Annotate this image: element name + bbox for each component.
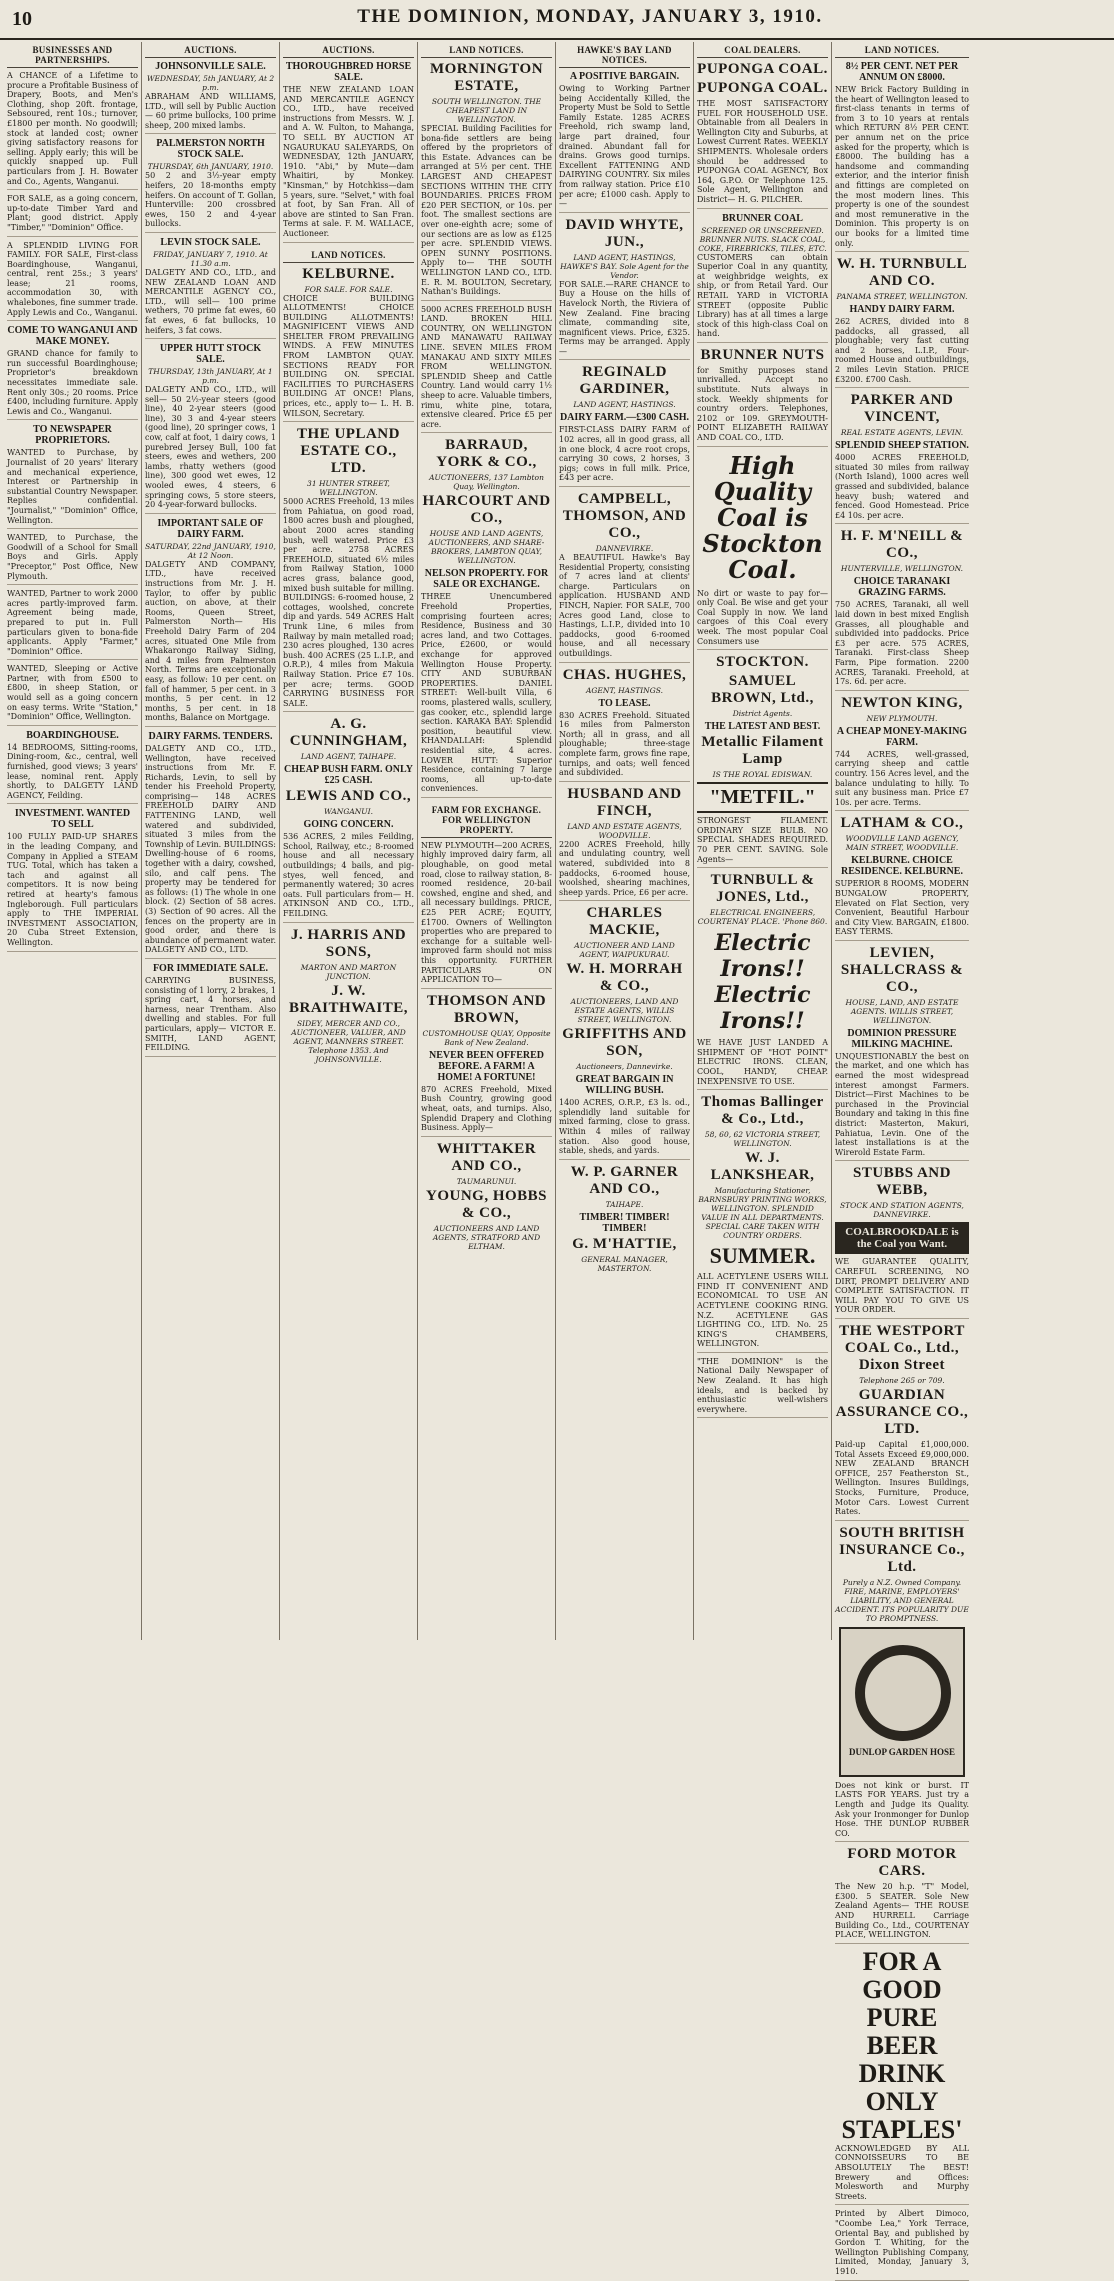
column-1	[4, 42, 142, 1640]
advert-text: A SPLENDID LIVING FOR FAMILY. FOR SALE, First-class Boardinghouse, Wanganui, central, rent 25s.; 3 years' lease; 21 rooms, accommodation 30, with whalebones, fine summer trade. Apply Lewis and Co., Wanganui.	[7, 241, 138, 322]
advert-text: Printed by Albert Dimoco, "Coombe Lea," York Terrace, Oriental Bay, and published by Gordon T. Whiting, for the Wellington Publishing Company, Limited, Monday, January 3, 1910.	[835, 2209, 969, 2280]
advert-title: LEVIN STOCK SALE.	[160, 236, 261, 248]
advert-text: 750 ACRES, Taranaki, all well laid down in best mixed English Grasses, all ploughable and subdivided into paddocks. Price £3 per acre. 575 ACRES, Taranaki. First-class Sheep Farm, Pipe formation. 2200 ACRES, Taranaki. Freehold, at 17s. 6d. per acre.	[835, 600, 969, 690]
advert-text: GRAND chance for family to run successful Boardinghouse; Proprietor's breakdown necessitates immediate sale. Rent only 30s.; 20 rooms. Price £400, including furniture. Apply Lewis and Co., Wanganui.	[7, 349, 138, 420]
advert-sub: District Agents.	[732, 709, 793, 719]
advert-big: PARKER AND VINCENT,	[850, 392, 954, 426]
advert-metfil: "METFIL."	[697, 782, 828, 813]
advert-sub: LAND AGENT, HASTINGS, HAWKE'S BAY. Sole Agent for the Vendor.	[560, 252, 689, 280]
advert-sub: AUCTIONEERS AND LAND AGENTS, STRATFORD AND ELTHAM.	[432, 1223, 541, 1251]
advert-big: G. M'HATTIE,	[572, 1235, 677, 1252]
advert-sub: AGENT, HASTINGS.	[586, 685, 663, 695]
advert-sub: Manufacturing Stationer, BARNSBURY PRINTING WORKS, WELLINGTON. SPLENDID VALUE IN ALL DEPARTMENTS. SPECIAL CARE TAKEN WITH COUNTRY ORDERS.	[698, 1186, 827, 1241]
advert-text: WANTED, Partner to work 2000 acres partly-improved farm. Agreement being made, prepared to put in. Full particulars given to bona-fide applicants. Apply "Farmer," "Dominion" Office.	[7, 589, 138, 660]
advert-text: UNQUESTIONABLY the best on the market, and one which has earned the most widespread interest amongst Farmers. District—First Machines to be purchased in the Provincial Boundary and taking in this fine district: Masterton, Makuri, Pahiatua, Levin. One of the latest installations is at the Wirerold Estate Farm.	[835, 1052, 969, 1162]
advert-title: TO LEASE.	[598, 697, 651, 709]
advert-big: DAVID WHYTE, JUN.,	[565, 216, 684, 250]
column-7	[832, 42, 972, 2276]
advert-text: 5000 ACRES Freehold, 13 miles from Pahiatua, on good road, 1800 acres bush and ploughed, about 2000 acres standing bush, well watered. Price £3 per acre. 2758 ACRES FREEHOLD, situated 6½ miles from Railway Station, 1000 acres grass, balance good, mixed bush suitable for milling. BUILDINGS: 6-roomed house, 2 cottages, woolshed, concrete dip and yards. 549 ACRES Halt Trunk Line, 6 miles from Railway by main metalled road; 230 acres ploughed, 130 acres bush. 400 ACRES (25 L.I.P., and O.R.P.), 4 miles from Makuia Railway Station. Price £7 10s. per acre; terms. GOOD CARRYING BUSINESS FOR SALE.	[283, 497, 414, 712]
advert-big: MORNINGTON ESTATE,	[429, 61, 544, 94]
newspaper-columns	[4, 42, 1110, 2276]
advert-big: A. G. CUNNINGHAM,	[289, 716, 408, 750]
advert-title: GREAT BARGAIN IN WILLING BUSH.	[575, 1074, 674, 1097]
advert-text: A CHANCE of a Lifetime to procure a Profitable Business of Drapery, Boots, and Men's Clothing, shop 20ft. frontage, Sebsoured, rent 10s.; turnover, £1800 per month. No goodwill; stock at landed cost; owner giving satisfactory reasons for selling. Apply early; this will be quickly snapped up. Full particulars from J. H. Bowater and Co., Agents, Wanganui.	[7, 71, 138, 190]
advert-text: A BEAUTIFUL Hawke's Bay Residential Property, consisting of 7 acres land at clients' charge. Particulars on application. HUSBAND AND FINCH, Napier. FOR SALE, 700 Acres good Land, close to Hastings, L.I.P., divided into 10 paddocks, good 6-roomed house, and all necessary outbuildings.	[559, 553, 690, 663]
advert-title: A POSITIVE BARGAIN.	[569, 71, 680, 82]
advert-text: WANTED, Sleeping or Active Partner, with from £500 to £800, in sheep Station, or would sell as a going concern on easy terms. Write "Station," "Dominion" Office, Wellington.	[7, 664, 138, 726]
advert-title: DAIRY FARMS. TENDERS.	[148, 730, 273, 742]
column-heading: AUCTIONS.	[283, 42, 414, 58]
advert-title: NEVER BEEN OFFERED BEFORE. A FARM! A HOME! A FORTUNE!	[428, 1049, 544, 1083]
advert-big: BRUNNER NUTS	[700, 346, 825, 363]
advert-title: NELSON PROPERTY. FOR SALE OR EXCHANGE.	[424, 568, 549, 591]
advert-title: TO NEWSPAPER PROPRIETORS.	[33, 424, 112, 447]
advert-big: LEWIS AND CO.,	[285, 788, 412, 805]
advert-sub: LAND AGENT, TAIHAPE.	[300, 752, 397, 762]
advert-sub: Auctioneers, Dannevirke.	[576, 1062, 673, 1072]
advert-sub: LAND AGENT, HASTINGS.	[573, 400, 676, 410]
advert-big: THE UPLAND ESTATE CO., LTD.	[297, 426, 400, 477]
advert-text: 536 ACRES, 2 miles Feilding, School, Railway, etc.; 8-roomed house and all necessary outbuildings; 4 bails, and pig-styes, well fenced, and permanently watered; 30 acres oats. Full particulars from— H. ATKINSON AND CO., LTD., FEILDING.	[283, 832, 414, 922]
advert-big: HARCOURT AND CO.,	[422, 493, 551, 527]
advert-sub: LAND AND ESTATE AGENTS, WOODVILLE.	[567, 821, 682, 840]
advert-title: 8½ PER CENT. NET PER ANNUM ON £8000.	[845, 61, 959, 83]
advert-text: 830 ACRES Freehold. Situated 16 miles from Palmerston North; all in grass, and all ploughable; three-stage complete farm, grows fine rape, turnips, and oats; well fenced and subdivided.	[559, 711, 690, 782]
advert-sub: NEW PLYMOUTH.	[866, 713, 938, 723]
column-6	[694, 42, 832, 1640]
advert-text: ALL ACETYLENE USERS WILL FIND IT CONVENIENT AND ECONOMICAL TO USE AN ACETYLENE COOKING RING. N.Z. ACETYLENE GAS LIGHTING CO., LTD. No. 25 KING'S CHAMBERS, WELLINGTON.	[697, 1272, 828, 1353]
advert-big: Thomas Ballinger & Co., Ltd.,	[701, 1094, 824, 1128]
advert-big: TURNBULL & JONES, Ltd.,	[710, 872, 815, 906]
advert-big: NEWTON KING,	[841, 694, 963, 711]
advert-title: KELBURNE. CHOICE RESIDENCE. KELBURNE.	[841, 855, 963, 878]
tyre-illustration	[839, 1627, 965, 1777]
advert-sub: HOUSE, LAND, AND ESTATE AGENTS. WILLIS STREET, WELLINGTON.	[845, 997, 959, 1025]
tyre-icon	[855, 1645, 951, 1741]
advert-text: Paid-up Capital £1,000,000. Total Assets Exceed £9,000,000. NEW ZEALAND BRANCH OFFICE, 257 Featherston St., Wellington. Insures Buildings, Stocks, Furniture, Produce, Motor Cars. Lowest Current Rates.	[835, 1440, 969, 1521]
column-heading: COAL DEALERS.	[697, 42, 828, 58]
advert-text: WANTED to Purchase, by Journalist of 20 years' literary and mechanical experience, Interest or Partnership in substantial Country Newspaper. Replies confidential. "Journalist," "Dominion" Office, Wellington.	[7, 448, 138, 529]
advert-sub: MARTON AND MARTON JUNCTION.	[300, 962, 397, 981]
advert-big: GUARDIAN ASSURANCE CO., LTD.	[835, 1386, 969, 1437]
advert-sub: HUNTERVILLE, WELLINGTON.	[840, 564, 964, 574]
issue-line: THE DOMINION, MONDAY, JANUARY 3, 1910.	[357, 6, 823, 27]
column-2	[142, 42, 280, 1640]
advert-text: THREE Unencumbered Freehold Properties, comprising fourteen acres; Residence, Business and 30 acres land, and two Cottages. Price, £2600, or would exchange for approved Wellington House Property. CITY AND SUBURBAN PROPERTIES. DANIEL STREET: Well-built Villa, 6 rooms, plastered walls, scullery, gas cooker, etc., splendid large section. KARAKA BAY: Splendid position, beautiful view. KHANDALLAH: Splendid residential site, 4 acres. LOWER HUTT: Superior Residence, containing 7 large rooms, all up-to-date conveniences.	[421, 592, 552, 797]
advert-text: STRONGEST FILAMENT. ORDINARY SIZE BULB. NO SPECIAL SHADES REQUIRED. 70 PER CENT. SAVING. Sole Agents—	[697, 816, 828, 868]
advert-beer: FOR A GOOD PURE BEER DRINK ONLY STAPLES'	[841, 1946, 963, 2144]
advert-big: THOMSON AND BROWN,	[426, 992, 547, 1026]
advert-text: WE HAVE JUST LANDED A SHIPMENT OF "HOT POINT" ELECTRIC IRONS. CLEAN, COOL, HANDY, CHEAP. INEXPENSIVE TO USE.	[697, 1038, 828, 1090]
advert-stock: High Quality Coal is Stockton Coal.	[702, 450, 823, 584]
advert-sub: SIDEY, MERCER AND CO., AUCTIONEER, VALUER, AND AGENT, MANNERS STREET. Telephone 1353. And JOHNSONVILLE.	[291, 1018, 406, 1064]
column-heading: AUCTIONS.	[145, 42, 276, 58]
advert-text: WE GUARANTEE QUALITY, CAREFUL SCREENING, NO DIRT, PROMPT DELIVERY AND COMPLETE SATISFACTION. IT WILL PAY YOU TO GIVE US YOUR ORDER.	[835, 1257, 969, 1319]
advert-title: BRUNNER COAL	[722, 212, 803, 224]
advert-big: FORD MOTOR CARS.	[847, 1846, 957, 1880]
advert-text: DALGETY AND COMPANY, LTD., have received instructions from Mr. J. H. Taylor, to offer by public auction, on above, at their Rooms, Queen Street, Palmerston North— His Freehold Dairy Farm of 204 acres, situated One Mile from Whakarongo Railway Siding, and 4 miles from Palmerston North. Terms are exceptionally easy, as follow: 10 per cent. on fall of hammer, 5 per cent. in 3 months, 5 per cent. in 12 months, 5 per cent. in 18 months, Balance on Mortgage.	[145, 560, 276, 727]
advert-big: CHARLES MACKIE,	[586, 905, 663, 939]
advert-title: BOARDINGHOUSE.	[26, 729, 119, 741]
advert-title: HANDY DAIRY FARM.	[849, 304, 955, 316]
advert-title: UPPER HUTT STOCK SALE.	[159, 343, 262, 366]
advert-text: CUSTOMERS can obtain Superior Coal in any quantity, at weighbridge weights, ex ship, or from Retail Yard. Our RETAIL YARD in VICTORIA STREET (opposite Public Library) has at all times a large stock of this high-class Coal on hand.	[697, 253, 828, 343]
advert-big: THE WESTPORT COAL Co., Ltd., Dixon Street	[839, 1322, 965, 1373]
advert-big: W. H. MORRAH & CO.,	[566, 961, 683, 995]
advert-big: REGINALD GARDINER,	[579, 364, 670, 398]
advert-text: 2200 ACRES Freehold, hilly and undulating country, well watered, subdivided into 8 paddocks, 6-roomed house, woolshed, shearing machines, sheep yards. Price, £6 per acre.	[559, 840, 690, 902]
advert-sub: THURSDAY, 6th JANUARY, 1910.	[147, 162, 274, 172]
advert-sub: PANAMA STREET, WELLINGTON.	[836, 292, 968, 302]
advert-sub: WEDNESDAY, 5th JANUARY, At 2 p.m.	[146, 74, 275, 92]
advert-text: FIRST-CLASS DAIRY FARM of 102 acres, all in good grass, all in one block, 4 acre root crops, carrying 30 cows, 2 horses, 3 pigs; cows in full milk. Price, £43 per acre.	[559, 425, 690, 487]
advert-text: "THE DOMINION" is the National Daily Newspaper of New Zealand. It has high ideals, and is backed by enthusiastic well-wishers everywhere.	[697, 1357, 828, 1419]
advert-title: CHEAP BUSH FARM. ONLY £25 CASH.	[284, 764, 413, 787]
column-5	[556, 42, 694, 1640]
advert-sub: 58, 60, 62 VICTORIA STREET, WELLINGTON.	[704, 1130, 821, 1149]
advert-title: DAIRY FARM.—£300 CASH.	[559, 412, 690, 424]
advert-title: IMPORTANT SALE OF DAIRY FARM.	[157, 517, 264, 540]
advert-big: W. H. TURNBULL AND CO.	[836, 256, 968, 290]
advert-title: SPLENDID SHEEP STATION.	[835, 440, 969, 452]
advert-sub: AUCTIONEER AND LAND AGENT, WAIPUKURAU.	[574, 941, 675, 960]
advert-inverse: COALBROOKDALE is the Coal you Want.	[835, 1222, 969, 1254]
column-heading: BUSINESSES AND PARTNERSHIPS.	[7, 42, 138, 68]
advert-text: SPECIAL Building Facilities for bona-fide settlers are being offered by the proprietors of this Estate. Advances can be arranged at 5½ per cent. THE LARGEST AND CHEAPEST SECTIONS WITHIN THE CITY BOUNDARIES. PRICES FROM £20 PER SECTION, or 10s. per foot. The smallest sections are over one-eighth acre; some of our sections are as low as £125 per acre. SPLENDID VIEWS. OPEN SUNNY POSITIONS. Apply to— THE SOUTH WELLINGTON LAND CO., LTD. E. R. M. BOULTON, Secretary, Nathan's Buildings.	[421, 124, 552, 301]
advert-big: WHITTAKER AND CO.,	[436, 1140, 537, 1174]
advert-text: DALGETY AND CO., LTD., will sell— 50 2½-year steers (good line), 40 2-year steers (good line), 30 3 and 4-year steers (good line), 20 springer cows, 1 cow, calf at foot, 1 dairy cows, 1 purebred Jersey Bull, 100 fat steers, ewes and wethers, 200 lambs, rhatty wethers (good line), 300 good wet ewes, 12 wooled ewes, 4 steers, 6 springing cows, 5 store steers, 20 4-year-forward bullocks.	[145, 385, 276, 514]
advert-text: NEW PLYMOUTH—200 ACRES, highly improved dairy farm, all ploughable, on good metal road, close to railway station, 8-roomed residence, 20-bail cowshed, engine and shed, and all necessary buildings. PRICE, £25 PER ACRE; EQUITY, £1700. Owners of Wellington properties who are prepared to exchange for a suitable well-improved farm should not miss this opportunity. FURTHER PARTICULARS ON APPLICATION TO—	[421, 841, 552, 989]
advert-text: WANTED, to Purchase, the Goodwill of a School for Small Boys and Girls. Apply "Preceptor," Post Office, New Plymouth.	[7, 533, 138, 585]
advert-text: 1400 ACRES, O.R.P., £3 ls. od., splendidly land suitable for mixed farming, close to grass. Within 4 miles of railway station. Also good house, stable, sheds, and yards.	[559, 1098, 690, 1160]
advert-sub: REAL ESTATE AGENTS, LEVIN.	[840, 428, 964, 438]
advert-title: FOR IMMEDIATE SALE.	[152, 962, 269, 974]
advert-header: FARM FOR EXCHANGE. FOR WELLINGTON PROPERTY.	[421, 802, 552, 838]
advert-text: for Smithy purposes stand unrivalled. Accept no substitute. Nuts always in stock. Weekly shipments for country orders. Telephones, 2102 or 109. GREYMOUTH-POINT ELIZABETH RAILWAY AND COAL CO., LTD.	[697, 366, 828, 447]
advert-text: No dirt or waste to pay for—only Coal. Be wise and get your Coal Supply in now. We land cargoes of this Coal every week. The most popular Coal Consumers use	[697, 589, 828, 651]
advert-title: THOROUGHBRED HORSE SALE.	[285, 61, 412, 83]
advert-text: 262 ACRES, divided into 8 paddocks, all grassed, all ploughable; very fast cutting and 2 horses, L.I.P., Four-roomed House and outbuildings, 2 miles Levin Station. PRICE £3200. £700 Cash.	[835, 317, 969, 388]
column-4	[418, 42, 556, 1640]
advert-text: ACKNOWLEDGED BY ALL CONNOISSEURS TO BE ABSOLUTELY The BEST! Brewery and Offices: Molesworth and Murphy Streets.	[835, 2144, 969, 2206]
advert-big: CHAS. HUGHES,	[562, 666, 687, 683]
advert-text: FOR SALE.—RARE CHANCE to Buy a House on the hills of Havelock North, the Riviera of New Zealand. Fine bracing climate, commanding site, magnificent views. Price, £325. Terms may be arranged. Apply—	[559, 280, 690, 361]
advert-sub: 31 HUNTER STREET, WELLINGTON.	[307, 479, 390, 498]
advert-big: SOUTH BRITISH INSURANCE Co., Ltd.	[839, 1524, 965, 1575]
page-number: 10	[12, 8, 32, 30]
advert-big: LATHAM & CO.,	[840, 815, 964, 832]
advert-sub: ELECTRICAL ENGINEERS, COURTENAY PLACE. 'Phone 860.	[697, 908, 828, 927]
advert-sub: GENERAL MANAGER, MASTERTON.	[581, 1254, 668, 1273]
advert-title: INVESTMENT. WANTED TO SELL	[14, 808, 131, 831]
advert-sub: FRIDAY, JANUARY 7, 1910. At 11.30 a.m.	[153, 249, 268, 268]
advert-big: SAMUEL BROWN, Ltd.,	[711, 673, 814, 707]
advert-header: LAND NOTICES.	[283, 247, 414, 263]
advert-big: H. F. M'NEILL & CO.,	[840, 528, 964, 562]
advert-text: 50 2 and 3½-year empty heifers, 20 18-months empty heifers. On account of T. Gollan, Hunterville: 200 crossbred ewes, 150 2 and 4-year bullocks.	[145, 171, 276, 233]
advert-text: 4000 ACRES FREEHOLD, situated 30 miles from railway (North Island), 1000 acres well grassed and subdivided, balance heavy bush; watered and fenced. Good Homestead. Price £4 10s. per acre.	[835, 453, 969, 524]
column-heading: LAND NOTICES.	[421, 42, 552, 58]
advert-title: COME TO WANGANUI AND MAKE MONEY.	[7, 325, 138, 348]
advert-text: 744 ACRES, well-grassed, carrying sheep and cattle country. 156 Acres level, and the balance undulating to hilly. To suit any business man. Price £7 10s. per acre. Terms.	[835, 750, 969, 812]
advert-text: CHOICE BUILDING ALLOTMENTS! CHOICE BUILDING ALLOTMENTS! MAGNIFICENT VIEWS AND SHELTER FROM PREVAILING WINDS. A FEW MINUTES FROM LAMBTON QUAY. SECTIONS READY FOR BUILDING ON. SPECIAL FACILITIES TO PURCHASERS BUILDING AT ONCE! Plans, prices, etc., apply to— L. H. B. WILSON, Secretary.	[283, 294, 414, 423]
advert-title: DOMINION PRESSURE MILKING MACHINE.	[847, 1027, 957, 1050]
advert-text: DALGETY AND CO., LTD., and NEW ZEALAND LOAN AND MERCANTILE AGENCY CO., LTD., will sell— 100 prime wethers, 70 prime fat ewes, 60 fat ewes, 6 fat bullocks, 10 heifers, 3 fat cows.	[145, 268, 276, 339]
advert-title: JOHNSONVILLE SALE.	[155, 61, 266, 72]
advert-huge: SUMMER.	[709, 1243, 816, 1269]
advert-big: W. P. GARNER AND CO.,	[570, 1163, 679, 1197]
advert-sub: WANGANUI.	[324, 807, 373, 817]
advert-big: KELBURNE.	[302, 265, 395, 282]
advert-sub: HOUSE AND LAND AGENTS, AUCTIONEERS, AND SHARE-BROKERS, LAMBTON QUAY, WELLINGTON.	[428, 529, 545, 566]
advert-big: PUPONGA COAL.	[697, 80, 828, 96]
advert-text: FOR SALE, as a going concern, up-to-date Timber Yard and Plant; good district. Apply "Timber," "Dominion" Office.	[7, 194, 138, 236]
advert-text: Does not kink or burst. IT LASTS FOR YEARS. Just try a Length and Judge its Quality. Ask your Ironmonger for Dunlop Hose. THE DUNLOP RUBBER CO.	[835, 1781, 969, 1843]
column-3	[280, 42, 418, 1640]
advert-text: CARRYING BUSINESS, consisting of 1 lorry, 2 brakes, 1 spring cart, 4 horses, and harness, near Trentham. Also dwelling and stables. For full particulars, apply— VICTOR E. SMITH, LAND AGENT, FEILDING.	[145, 976, 276, 1057]
advert-big: BARRAUD, YORK & CO.,	[436, 437, 537, 471]
advert-sub: AUCTIONEERS, 137 Lambton Quay, Wellington.	[429, 473, 544, 492]
advert-big: YOUNG, HOBBS & CO.,	[425, 1187, 548, 1221]
advert-sub: AUCTIONEERS, LAND AND ESTATE AGENTS, WILLIS STREET, WELLINGTON.	[570, 997, 679, 1025]
advert-text: ABRAHAM AND WILLIAMS, LTD., will sell by Public Auction— 60 prime bullocks, 100 prime sheep, 200 mixed lambs.	[145, 92, 276, 134]
advert-text: 5000 ACRES FREEHOLD BUSH LAND. BROKEN HILL COUNTRY, ON WELLINGTON AND MANAWATU RAILWAY LINE. SEVEN MILES FROM MANAKAU AND SIXTY MILES FROM WELLINGTON. SPLENDID Sheep and Cattle Country. Land would carry 1½ sheep to acre. Valuable timbers, rimu, white pine, totara, extensive cleared. Price £5 per acre.	[421, 305, 552, 434]
advert-text: DALGETY AND CO., LTD., Wellington, have received instructions from Mr. F. Richards, Levin, to sell by tender his Freehold Property, comprising— 148 ACRES FREEHOLD DAIRY AND FATTENING LAND, well watered and subdivided, situated 3 miles from the Township of Levin. BUILDINGS: Dwelling-house of 6 rooms, together with a dairy, cowshed, silo, and calf pens. The property may be tendered for as follows: (1) The whole in one block. (2) Section of 58 acres. (3) Section of 90 acres. All the fences on the property are in good order, and there is abundance of permanent water. DALGETY AND CO., LTD.	[145, 744, 276, 959]
advert-text: THE NEW ZEALAND LOAN AND MERCANTILE AGENCY CO., LTD., have received instructions from Messrs. W. J. and A. W. Fulton, to Mahanga, TO SELL BY AUCTION AT NGAURUKAU SALEYARDS, On WEDNESDAY, 12th JANUARY, 1910. "Abi," by Mute—dam Whaitiri, by Monkey. "Kinsman," by Hotchkiss—dam 5 years, sure. "Selvet," with foal at foot, by San Fran. All of above are stinted to San Fran. Terms at sale. F. M. WALLACE, Auctioneer.	[283, 85, 414, 243]
advert-title: GOING CONCERN.	[303, 819, 394, 831]
advert-big: CAMPBELL, THOMSON, AND CO.,	[562, 491, 687, 542]
advert-title: THE LATEST AND BEST.	[704, 721, 821, 733]
advert-big: STOCKTON.	[716, 654, 809, 671]
advert-big: GRIFFITHS AND SON,	[562, 1026, 687, 1060]
advert-text: NEW Brick Factory Building in the heart of Wellington leased to first-class tenants in terms of from 3 to 10 years at rentals which RETURN 8½ PER CENT. per annum net on the price asked for the property, which is £8000. The building has a handsome and commanding exterior, and the interior finish and fittings are completed on the most modern lines. This property is one of the soundest and most remunerative in the Dominion. This property is on our books for a limited time only.	[835, 85, 969, 252]
advert-title: A CHEAP MONEY-MAKING FARM.	[836, 725, 968, 748]
advert-sub: Telephone 265 or 709.	[859, 1375, 945, 1385]
advert-sub: WOODVILLE LAND AGENCY, MAIN STREET, WOODVILLE.	[845, 834, 959, 853]
advert-big: W. J. LANKSHEAR,	[710, 1150, 815, 1184]
advert-text: THE MOST SATISFACTORY FUEL FOR HOUSEHOLD USE. Obtainable from all Dealers in Wellington City and Suburbs, at Lowest Current Rates. WEEKLY SHIPMENTS. Wholesale orders should be addressed to PUPONGA COAL AGENCY, Box 164, G.P.O. Or Telephone 125. Sole Agent, Wellington and District— H. G. PILCHER.	[697, 99, 828, 209]
advert-electric: Electric Irons!! Electric Irons!!	[714, 930, 811, 1035]
advert-title: TIMBER! TIMBER! TIMBER!	[579, 1211, 670, 1234]
advert-sub: Purely a N.Z. Owned Company. FIRE, MARINE, EMPLOYERS' LIABILITY, AND GENERAL ACCIDENT. ITS POPULARITY DUE TO PROMPTNESS.	[835, 1577, 969, 1623]
advert-text: 100 FULLY PAID-UP SHARES in the leading Company, and Company in Applied a STEAM TUG. Total, which has taken a tach and against all competitors. It is now being retired at hearty's famous Ingleborough. Full particulars apply to THE IMPERIAL INVESTMENT ASSOCIATION, 20 Cuba Street Extension, Wellington.	[7, 832, 138, 951]
advert-big: LEVIEN, SHALLCRASS & CO.,	[840, 944, 964, 995]
advert-text: SUPERIOR 8 ROOMS, MODERN BUNGALOW PROPERTY, Elevated on Flat Section, very Convenient, Beautiful Harbour and City View. BARGAIN, £1800. EASY TERMS.	[835, 879, 969, 941]
advert-text: 14 BEDROOMS, Sitting-rooms, Dining-room, &c., central, well furnished, good views; 3 years' lease, nominal rent. Apply shortly, to DALGETY LAND AGENCY, Feilding.	[7, 743, 138, 805]
column-heading: HAWKE'S BAY LAND NOTICES.	[559, 42, 690, 68]
advert-big: STUBBS AND WEBB,	[853, 1165, 951, 1199]
advert-text: The New 20 h.p. "T" Model, £300. 5 SEATER. Sole New Zealand Agents— THE ROUSE AND HURRELL Carriage Building Co., Ltd., COURTENAY PLACE, WELLINGTON.	[835, 1882, 969, 1944]
advert-sub: TAUMARUNUI.	[456, 1176, 517, 1186]
advert-text: 870 ACRES Freehold, Mixed Bush Country, growing good wheat, oats, and turnips. Also, Splendid Drapery and Clothing Business. Apply—	[421, 1085, 552, 1137]
advert-sub: THURSDAY, 13th JANUARY, At 1 p.m.	[148, 367, 273, 386]
advert-big: HUSBAND AND FINCH,	[567, 785, 682, 819]
advert-sub: SOUTH WELLINGTON. THE CHEAPEST LAND IN WELLINGTON.	[431, 97, 542, 124]
advert-sub: SATURDAY, 22nd JANUARY, 1910, At 12 Noon.	[145, 541, 276, 560]
advert-sub: TAIHAPE.	[605, 1199, 644, 1209]
advert-sub: IS THE ROYAL EDISWAN.	[712, 770, 813, 780]
advert-sub: FOR SALE. FOR SALE.	[304, 284, 393, 294]
masthead	[0, 0, 1114, 40]
advert-big: J. HARRIS AND SONS,	[290, 926, 407, 960]
advert-sub: DANNEVIRKE.	[595, 544, 654, 554]
advert-sub: CUSTOMHOUSE QUAY, Opposite Bank of New Zealand.	[422, 1028, 551, 1047]
tyre-caption: DUNLOP GARDEN HOSE	[848, 1746, 955, 1757]
advert-text: Owing to Working Partner being Accidentally Killed, the Property Must be Sold to Settle Family Estate. 1285 ACRES Freehold, rich swamp land, large part drained, four drained. Abundant fall for drains. Grows good turnips. Excellent FATTENING AND DAIRYING COUNTRY. Six miles from railway station. Price £10 per acre; £1000 cash. Apply to—	[559, 84, 690, 213]
advert-title: PALMERSTON NORTH STOCK SALE.	[156, 138, 265, 161]
advert-big: J. W. BRAITHWAITE,	[289, 982, 408, 1016]
advert-big: Metallic Filament Lamp	[701, 734, 824, 768]
advert-big: PUPONGA COAL.	[697, 61, 828, 77]
advert-title: CHOICE TARANAKI GRAZING FARMS.	[853, 576, 951, 599]
column-heading: LAND NOTICES.	[835, 42, 969, 58]
advert-sub: STOCK AND STATION AGENTS, DANNEVIRKE.	[840, 1201, 964, 1220]
advert-sub: SCREENED OR UNSCREENED. BRUNNER NUTS. SLACK COAL, COKE, FIREBRICKS, TILES, ETC.	[698, 225, 827, 253]
